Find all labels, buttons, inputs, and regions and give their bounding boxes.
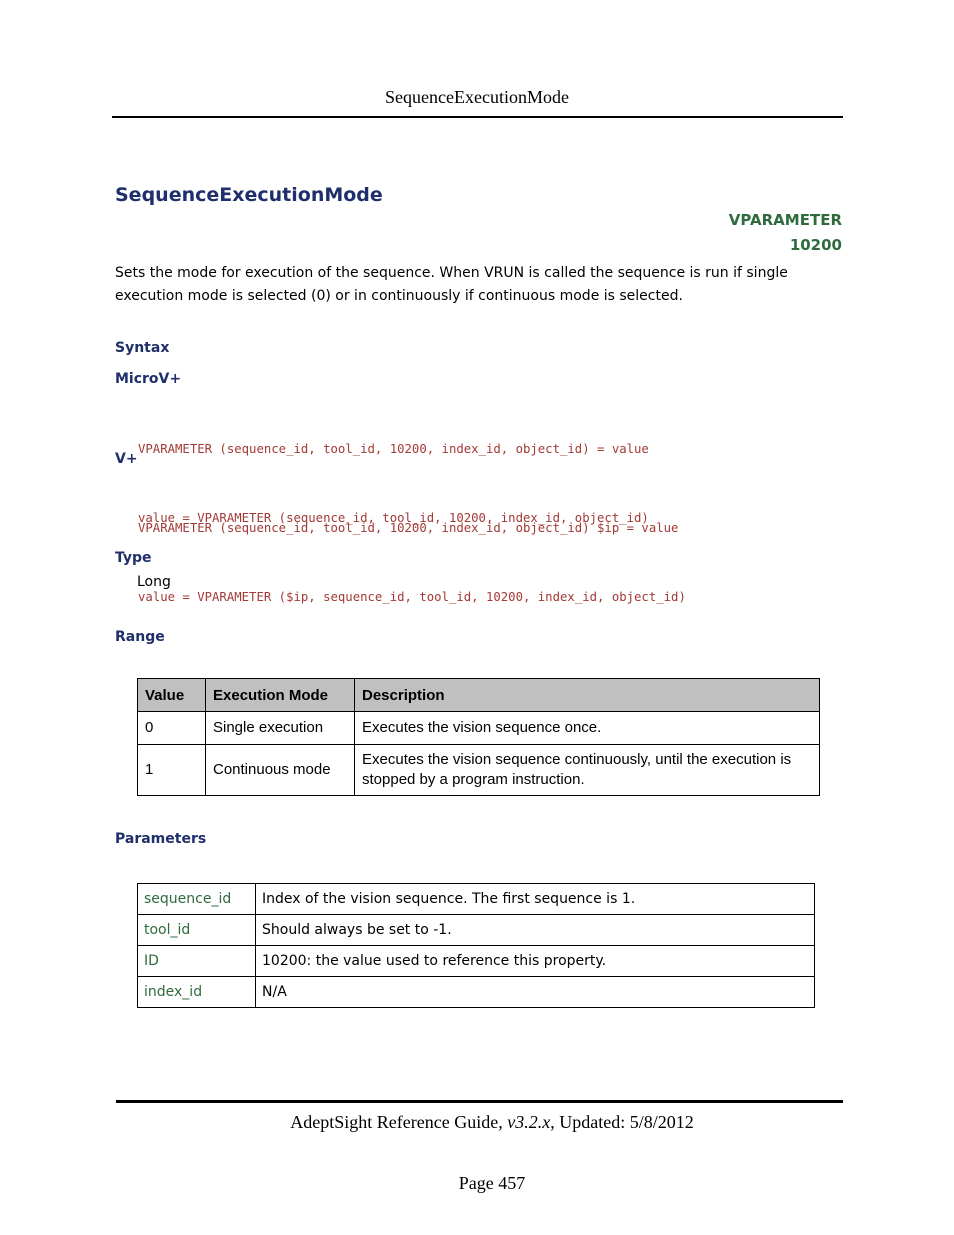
code-line: VPARAMETER (sequence_id, tool_id, 10200, index_id, object_id) = value: [138, 442, 649, 456]
param-name: index_id: [138, 977, 256, 1008]
vplus-heading: V+: [115, 451, 138, 467]
cell-execution-mode: Single execution: [206, 712, 355, 745]
footer-guide-line: [0, 1112, 954, 1133]
table-row: [138, 884, 815, 915]
vparameter-label: [729, 208, 842, 258]
vparameter-number: 10200: [789, 236, 842, 254]
table-row: [138, 915, 815, 946]
intro-paragraph: Sets the mode for execution of the sequence. When VRUN is called the sequence is run if single execution mode is selected (0) or in continuously if continuous mode is selected.: [115, 265, 788, 304]
cell-description: Executes the vision sequence once.: [355, 712, 820, 745]
page-title: SequenceExecutionMode: [115, 184, 383, 206]
type-value: Long: [137, 574, 171, 590]
range-heading: Range: [115, 629, 165, 645]
code-line: value = VPARAMETER (sequence_id, tool_id, 10200, index_id, object_id): [138, 511, 649, 525]
param-name: sequence_id: [138, 884, 256, 915]
column-header-description: Description: [355, 679, 820, 712]
table-row: [138, 712, 820, 745]
cell-description: Executes the vision sequence continuously, until the execution is stopped by a program instruction.: [355, 745, 820, 796]
table-row: [138, 946, 815, 977]
syntax-heading: Syntax: [115, 340, 170, 356]
param-description: 10200: the value used to reference this property.: [256, 946, 815, 977]
vparameter-keyword: VPARAMETER: [728, 211, 842, 229]
type-heading: Type: [115, 550, 152, 566]
microv-heading: MicroV+: [115, 371, 182, 387]
page-number: Page 457: [458, 1173, 526, 1193]
table-row: [138, 977, 815, 1008]
param-description: Index of the vision sequence. The first sequence is 1.: [256, 884, 815, 915]
column-header-execution-mode: Execution Mode: [206, 679, 355, 712]
param-description: N/A: [256, 977, 815, 1008]
running-header: SequenceExecutionMode: [385, 87, 569, 107]
cell-value: 0: [138, 712, 206, 745]
code-line: value = VPARAMETER ($ip, sequence_id, tool_id, 10200, index_id, object_id): [138, 590, 686, 604]
param-name: tool_id: [138, 915, 256, 946]
footer-guide-title: AdeptSight Reference Guide: [290, 1112, 499, 1132]
cell-execution-mode: Continuous mode: [206, 745, 355, 796]
footer-updated: , Updated: 5/8/2012: [550, 1112, 694, 1132]
param-name: ID: [138, 946, 256, 977]
header-rule: [112, 116, 843, 118]
cell-value: 1: [138, 745, 206, 796]
table-row: [138, 745, 820, 796]
column-header-value: Value: [138, 679, 206, 712]
vplus-code-block: [138, 471, 686, 632]
table-header-row: [138, 679, 820, 712]
code-line: VPARAMETER (sequence_id, tool_id, 10200, index_id, object_id) $ip = value: [138, 521, 679, 535]
footer-rule: [116, 1100, 843, 1103]
param-description: Should always be set to -1.: [256, 915, 815, 946]
footer-version: , v3.2.x: [498, 1112, 551, 1132]
parameters-heading: Parameters: [115, 831, 207, 847]
range-table: [137, 678, 820, 796]
parameters-table: [137, 883, 815, 1008]
